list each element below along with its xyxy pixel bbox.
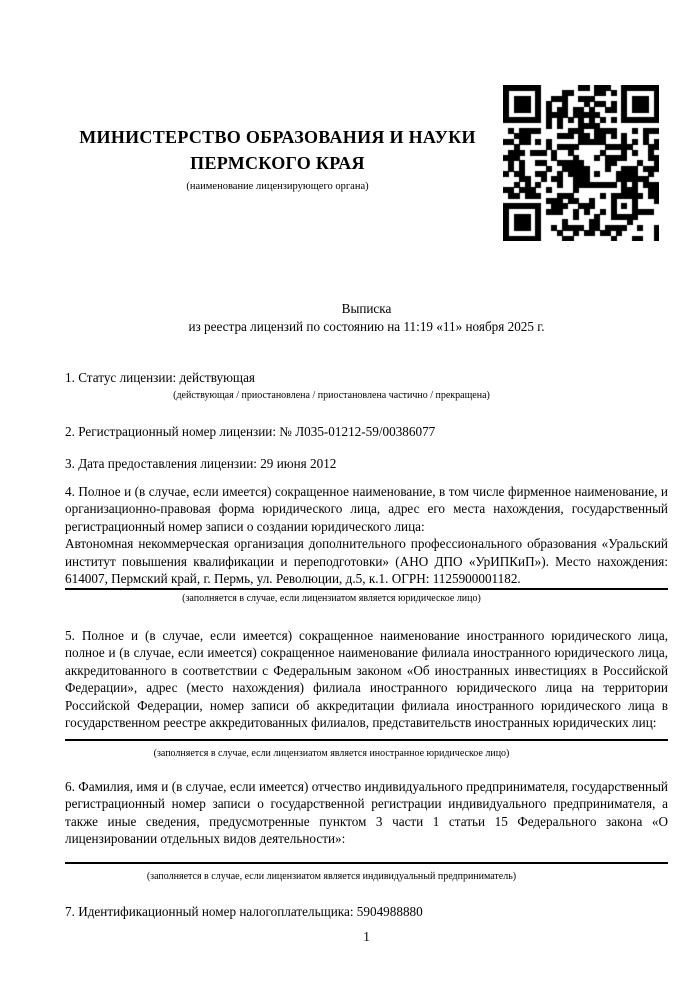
entrepreneur-caption: (заполняется в случае, если лицензиатом является индивидуальный предприниматель) bbox=[146, 870, 517, 882]
license-status-options-caption: (действующая / приостановлена / приостановлена частично / прекращена) bbox=[173, 389, 490, 401]
licensing-authority-header bbox=[65, 124, 490, 194]
document-title-line2: из реестра лицензий по состоянию на 11:19 «11» ноября 2025 г. bbox=[188, 318, 545, 334]
document-title bbox=[65, 300, 668, 335]
license-grant-date-item: 3. Дата предоставления лицензии: 29 июня 2012 bbox=[65, 456, 337, 471]
document-body bbox=[65, 369, 668, 920]
legal-entity-value: Автономная некоммерческая организация дополнительного профессионального образования «Уральский институт повышения квалификации и переподготовки» (АНО ДПО «УрИПКиП»). Место нахождения: 614007, Пермский край, г. Пермь, ул. Революции, д.5, к.1. ОГРН: 1125900001182. bbox=[65, 536, 668, 586]
legal-entity-caption: (заполняется в случае, если лицензиатом является юридическое лицо) bbox=[182, 592, 481, 604]
license-status-item: 1. Статус лицензии: действующая bbox=[65, 370, 256, 385]
entrepreneur-separator-rule bbox=[65, 862, 668, 864]
licensing-authority-caption: (наименование лицензирующего органа) bbox=[186, 181, 369, 192]
legal-entity-separator-rule bbox=[65, 588, 668, 590]
foreign-entity-caption: (заполняется в случае, если лицензиатом является иностранное юридическое лицо) bbox=[153, 747, 510, 759]
entrepreneur-item: 6. Фамилия, имя и (в случае, если имеется) отчество индивидуального предпринимателя, государственный регистрационный номер записи о государственной регистрации индивидуального предпринимателя, а также иные сведения, предусмотренные пунктом 3 части 1 статьи 15 Федерального закона «О лицензировании отдельных видов деятельности»: bbox=[65, 778, 668, 846]
license-reg-number-item: 2. Регистрационный номер лицензии: № Л035-01212-59/00386077 bbox=[65, 423, 436, 439]
ministry-name-line1: МИНИСТЕРСТВО ОБРАЗОВАНИЯ И НАУКИ bbox=[79, 127, 476, 147]
taxpayer-id-item: 7. Идентификационный номер налогоплательщика: 5904988880 bbox=[65, 903, 423, 919]
page-number: 1 bbox=[363, 929, 370, 944]
legal-entity-intro: 4. Полное и (в случае, если имеется) сокращенное наименование, в том числе фирменное наименование, и организационно-правовая форма юридического лица, адрес его места нахождения, государственный регистрационный номер записи о создании юридического лица: bbox=[65, 483, 668, 534]
foreign-entity-item: 5. Полное и (в случае, если имеется) сокращенное наименование иностранного юридического лица, полное и (в случае, если имеется) сокращенное наименование филиала иностранного юридического лица, аккредитованного в соответствии с Федеральным законом «Об иностранных инвестициях в Российской Федерации», адрес (место нахождения) филиала иностранного юридического лица на территории Российской Федерации, номер записи об аккредитации филиала иностранного юридического лица в государственном реестре аккредитованных филиалов, представительств иностранных юридических лиц: bbox=[65, 627, 668, 730]
ministry-name-line2: ПЕРМСКОГО КРАЯ bbox=[190, 153, 365, 173]
foreign-entity-separator-rule bbox=[65, 739, 668, 741]
document-title-line1: Выписка bbox=[341, 301, 392, 316]
qr-code-icon bbox=[503, 85, 659, 241]
